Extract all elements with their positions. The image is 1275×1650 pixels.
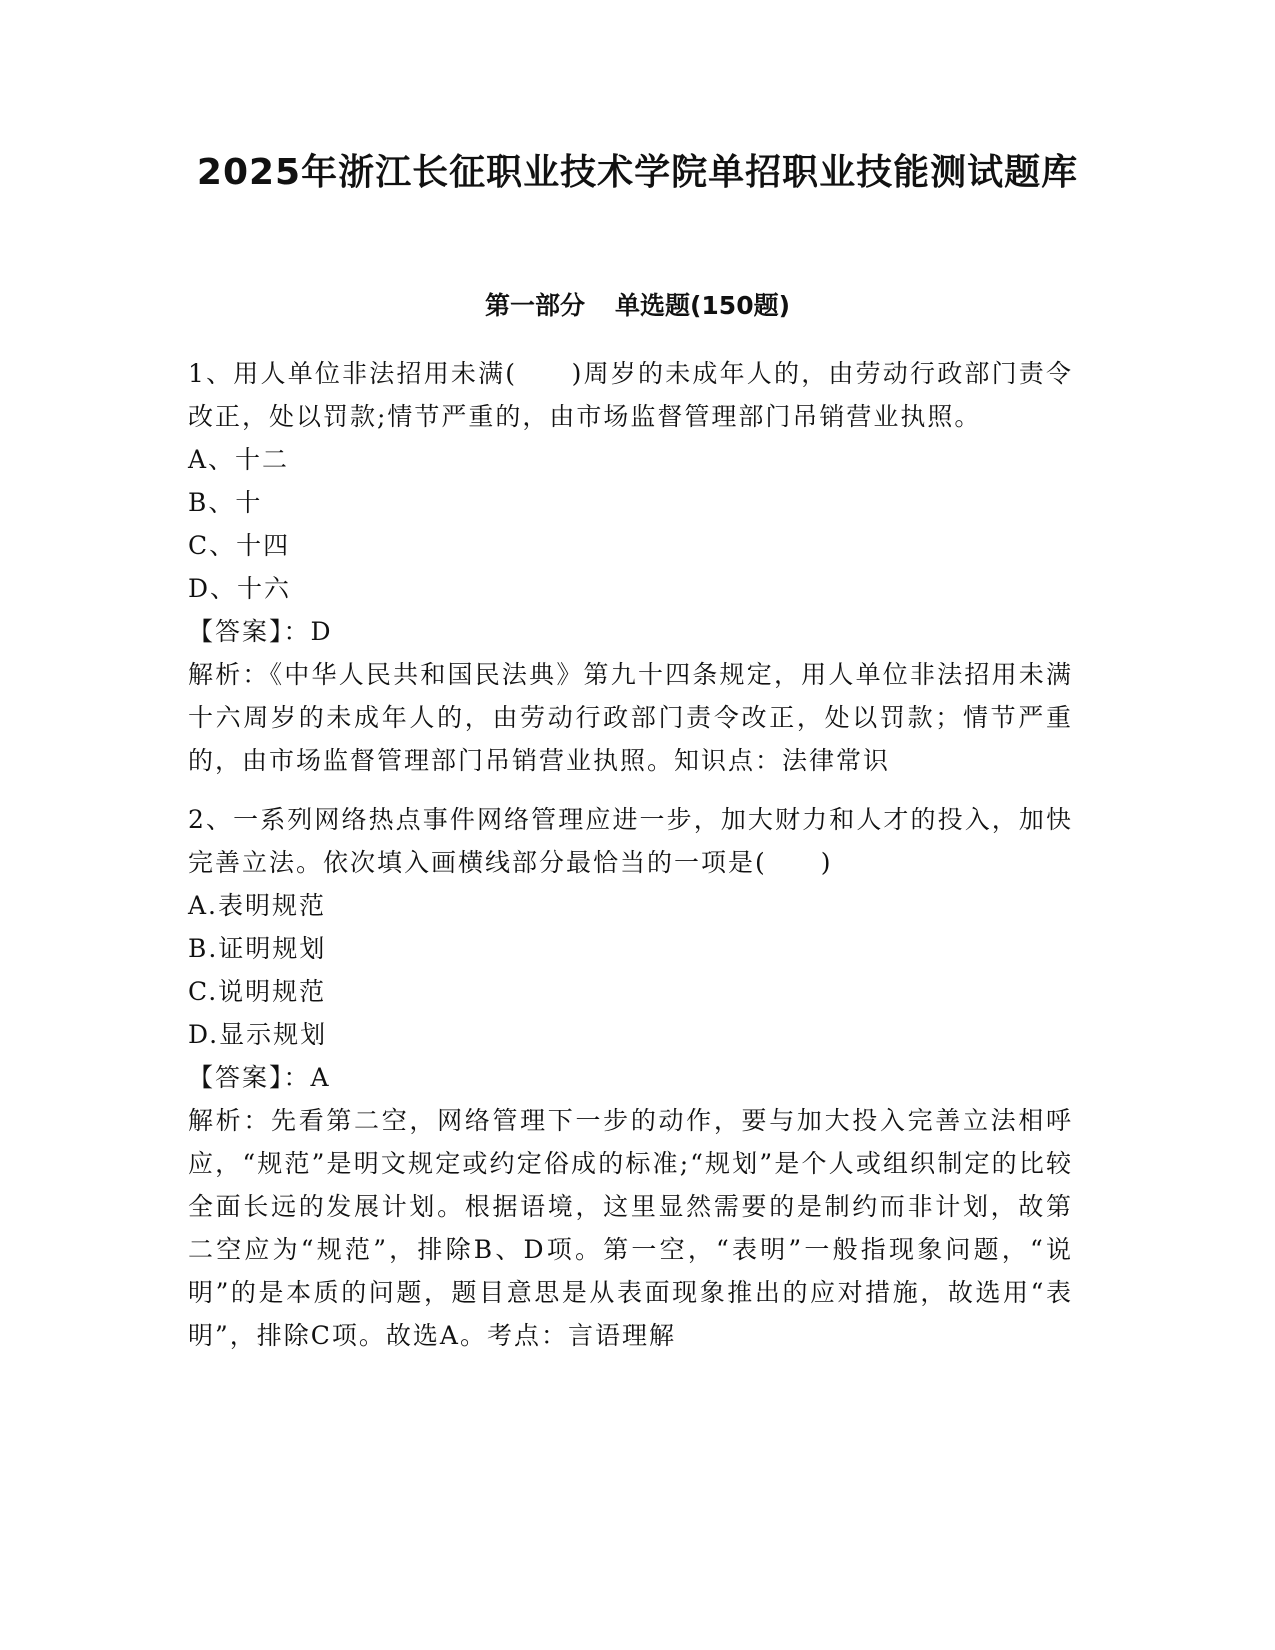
option-list [188,438,1073,610]
section-name: 第一部分 [484,291,585,320]
option-b: B.证明规划 [188,934,327,963]
option-a: A.表明规范 [188,891,327,920]
answer-value: ：A [283,1063,331,1092]
question-list [188,352,1073,1373]
document-title: 2025年浙江长征职业技术学院单招职业技能测试题库 [196,152,1079,193]
analysis-text: 解析：先看第二空，网络管理下一步的动作，要与加大投入完善立法相呼应，“规范”是明文规定或约定俗成的标准;“规划”是个人或组织制定的比较全面长远的发展计划。根据语境，这里显然需要的是制约而非计划，故第二空应为“规范”，排除B、D项。第一空，“表明”一般指现象问题，“说明”的是本质的问题，题目意思是从表面现象推出的应对措施，故选用“表明”，排除C项。故选A。考点：言语理解 [188,1106,1073,1350]
question-stem: 1、用人单位非法招用未满( )周岁的未成年人的，由劳动行政部门责令改正，处以罚款;情节严重的，由市场监督管理部门吊销营业执照。 [188,359,1073,431]
question-stem: 2、一系列网络热点事件网络管理应进一步，加大财力和人才的投入，加快完善立法。依次填入画横线部分最恰当的一项是( ) [188,805,1073,877]
question-2 [188,798,1073,1357]
question-1 [188,352,1073,782]
answer-line [188,1056,1073,1099]
option-list [188,884,1073,1056]
option-c: C、十四 [188,531,291,560]
option-a: A、十二 [188,445,290,474]
answer-line [188,610,1073,653]
analysis-text: 解析：《中华人民共和国民法典》第九十四条规定，用人单位非法招用未满十六周岁的未成年人的，由劳动行政部门责令改正，处以罚款；情节严重的，由市场监督管理部门吊销营业执照。知识点：法律常识 [188,660,1073,775]
section-subtitle: 单选题(150题) [614,291,791,320]
answer-label: 【答案】 [188,617,284,646]
option-d: D、十六 [188,574,292,603]
answer-label: 【答案】 [188,1063,284,1092]
answer-value: ：D [283,617,333,646]
option-d: D.显示规划 [188,1020,328,1049]
option-c: C.说明规范 [188,977,327,1006]
section-heading [0,288,1275,324]
option-b: B、十 [188,488,263,517]
